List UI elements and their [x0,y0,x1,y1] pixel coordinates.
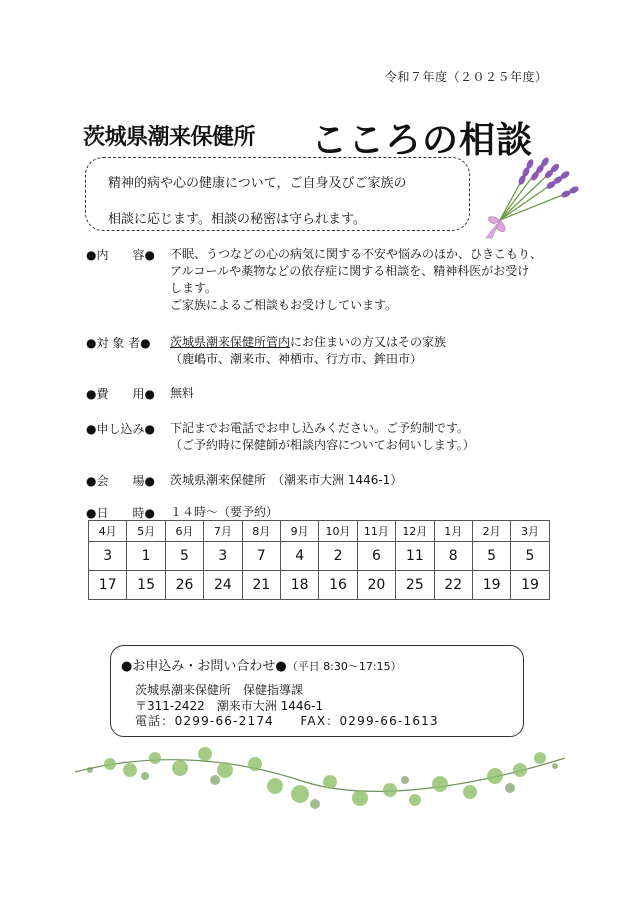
month-cell: 11月 [357,521,395,542]
day-cell: 26 [165,571,203,600]
month-cell: 4月 [89,521,127,542]
month-cell: 5月 [127,521,165,542]
day-cell: 3 [204,542,242,571]
intro-text-line2: 相談に応じます。相談の秘密は守られます。 [108,212,366,227]
day-cell: 4 [280,542,318,571]
month-cell: 12月 [396,521,434,542]
application-label: ●申し込み● [86,422,155,436]
day-cell: 25 [396,571,434,600]
month-cell: 10月 [319,521,357,542]
application-line1: 下記までお電話でお申し込みください。ご予約制です。 [170,421,470,435]
month-cell: 9月 [280,521,318,542]
month-cell: 2月 [472,521,510,542]
day-cell: 21 [242,571,280,600]
content-line1: 不眠、うつなどの心の病気に関する不安や悩みのほか、ひきこもり、 [170,247,543,261]
month-cell: 6月 [165,521,203,542]
contact-address: 〒311-2422 潮来市大洲 1446-1 [135,699,324,713]
day-cell: 16 [319,571,357,600]
day-cell: 17 [89,571,127,600]
venue-label: ●会 場● [86,474,155,488]
content-line3: します。 [170,281,218,295]
target-area-underlined: 茨城県潮来保健所管内 [170,335,291,349]
day-cell: 2 [319,542,357,571]
contact-heading-title: ●お申込み・お問い合わせ● [121,659,287,674]
schedule-day-row-1 [89,542,550,571]
month-cell: 8月 [242,521,280,542]
target-label: ●対 象 者● [86,336,151,350]
venue-value: 茨城県潮来保健所 （潮来市大洲 1446-1） [170,473,403,487]
target-line1 [170,334,446,351]
lavender-illustration [470,150,590,245]
day-cell: 6 [357,542,395,571]
day-cell: 8 [434,542,472,571]
day-cell: 22 [434,571,472,600]
day-cell: 3 [89,542,127,571]
organization-name: 茨城県潮来保健所 [83,125,256,150]
day-cell: 19 [472,571,510,600]
cost-value: 無料 [170,386,195,400]
month-cell: 3月 [511,521,549,542]
contact-phone-fax: 電話：0299-66-2174 FAX：0299-66-1613 [135,714,439,728]
day-cell: 7 [242,542,280,571]
contact-office: 茨城県潮来保健所 保健指導課 [135,683,304,697]
day-cell: 20 [357,571,395,600]
contact-hours: （平日 8:30～17:15） [286,660,402,673]
target-line2: （鹿嶋市、潮来市、神栖市、行方市、鉾田市） [170,352,423,366]
schedule-month-row [89,521,550,542]
day-cell: 15 [127,571,165,600]
day-cell: 5 [165,542,203,571]
day-cell: 18 [280,571,318,600]
fiscal-year: 令和７年度（２０２５年度） [385,70,548,84]
day-cell: 5 [511,542,549,571]
cost-label: ●費 用● [86,387,155,401]
application-line2: （ご予約時に保健師が相談内容についてお伺いします。） [170,438,475,452]
day-cell: 11 [396,542,434,571]
contact-heading [121,655,402,674]
month-cell: 1月 [434,521,472,542]
page-title: こころの相談 [311,120,534,161]
day-cell: 24 [204,571,242,600]
day-cell: 1 [127,542,165,571]
leaf-garland-illustration [70,740,570,820]
schedule-table [88,520,550,600]
datetime-value: １４時～（要予約） [170,505,279,519]
content-line2: アルコールや薬物などの依存症に関する相談を、精神科医がお受け [170,264,530,278]
target-line1-rest: にお住まいの方又はその家族 [290,335,447,349]
day-cell: 19 [511,571,549,600]
month-cell: 7月 [204,521,242,542]
content-line4: ご家族によるご相談もお受けしています。 [170,298,398,312]
intro-text-line1: 精神的病や心の健康について，ご自身及びご家族の [108,176,407,191]
schedule-day-row-2 [89,571,550,600]
datetime-label: ●日 時● [86,506,155,520]
content-label: ●内 容● [86,248,155,262]
day-cell: 5 [472,542,510,571]
